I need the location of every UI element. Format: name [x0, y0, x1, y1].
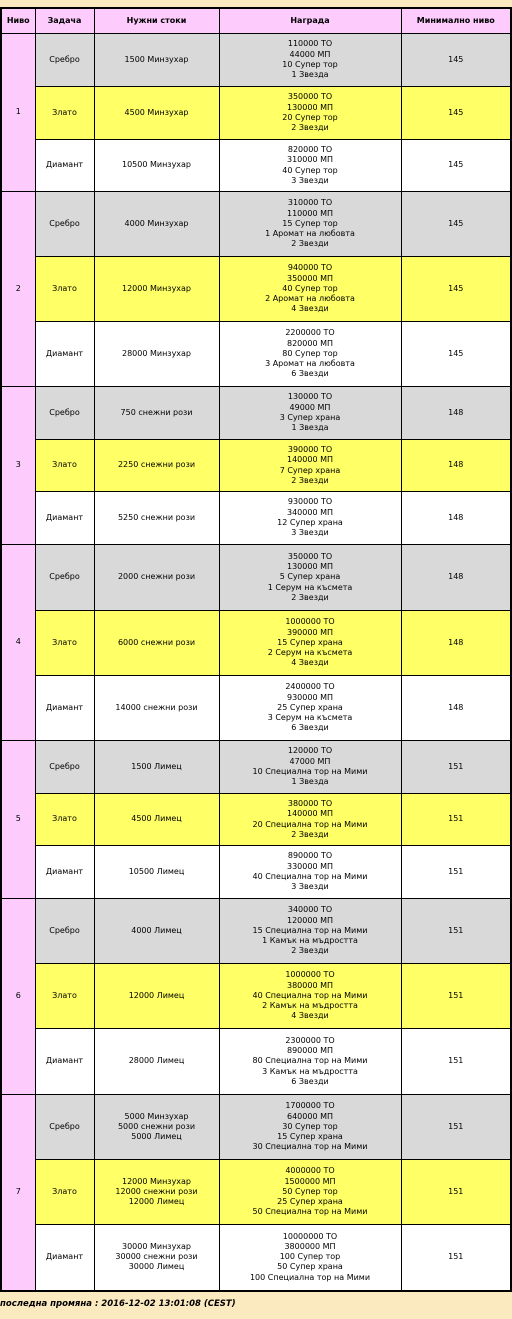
goods-cell-line: 28000 Минзухар	[121, 348, 192, 358]
reward-cell-line: 2 Аромат на любовта	[265, 294, 355, 304]
task-cell: Сребро	[35, 899, 94, 964]
task-cell: Сребро	[35, 192, 94, 257]
task-cell: Злато	[35, 964, 94, 1029]
goods-cell	[94, 741, 219, 794]
task-cell: Диамант	[35, 1029, 94, 1095]
table-row	[1, 1160, 511, 1225]
goods-cell-line: 2250 снежни рози	[117, 460, 196, 470]
goods-cell	[94, 794, 219, 846]
table-row	[1, 611, 511, 676]
table-row	[1, 741, 511, 794]
reward-cell-line: 110000 МП	[287, 208, 333, 218]
reward-cell-line: 640000 МП	[287, 1111, 333, 1121]
goods-cell-line: 12000 Минзухар	[121, 283, 192, 293]
goods-cell	[94, 1160, 219, 1225]
reward-cell	[219, 440, 401, 492]
reward-cell-line: 30 Супер тор	[282, 1121, 338, 1131]
reward-cell-line: 100 Специална тор на Мими	[249, 1272, 371, 1282]
reward-cell-line: 2 Звезди	[291, 239, 329, 249]
table-row	[1, 1095, 511, 1160]
reward-cell-line: 310000 ТО	[287, 198, 333, 208]
reward-cell-line: 2300000 ТО	[285, 1035, 335, 1045]
reward-cell-line: 2 Камък на мъдростта	[262, 1001, 358, 1011]
reward-cell-line: 3 Звезди	[291, 175, 329, 185]
reward-cell-line: 12 Супер храна	[277, 518, 343, 527]
reward-cell	[219, 545, 401, 611]
min-level-cell: 148	[401, 545, 511, 611]
goods-cell-line: 30000 снежни рози	[115, 1252, 198, 1262]
reward-cell-line: 3 Звезди	[291, 882, 329, 892]
goods-cell	[94, 964, 219, 1029]
reward-cell-line: 3 Камък на мъдростта	[262, 1066, 358, 1076]
reward-cell-line: 350000 ТО	[287, 92, 333, 102]
table-row	[1, 899, 511, 964]
goods-cell	[94, 676, 219, 741]
reward-cell	[219, 192, 401, 257]
reward-cell-line: 140000 МП	[287, 455, 333, 465]
reward-cell-line: 6 Звезди	[291, 1076, 329, 1086]
goods-cell	[94, 440, 219, 492]
reward-cell-line: 25 Супер храна	[277, 1197, 343, 1207]
task-cell: Диамант	[35, 492, 94, 545]
task-cell: Сребро	[35, 1095, 94, 1160]
goods-cell	[94, 257, 219, 322]
reward-cell-line: 930000 ТО	[287, 497, 333, 507]
reward-cell-line: 390000 МП	[287, 627, 333, 637]
reward-cell-line: 2 Звезди	[291, 475, 329, 485]
reward-cell-line: 1000000 ТО	[285, 617, 335, 627]
min-level-cell: 151	[401, 846, 511, 899]
reward-cell-line: 3 Серум на късмета	[267, 713, 353, 723]
reward-cell	[219, 1095, 401, 1160]
reward-cell-line: 130000 МП	[287, 102, 333, 112]
goods-cell-line: 5000 Лимец	[131, 1132, 182, 1142]
reward-cell	[219, 846, 401, 899]
reward-cell	[219, 34, 401, 87]
reward-cell-line: 50 Специална тор на Мими	[252, 1207, 368, 1217]
reward-cell-line: 1 Звезда	[291, 777, 329, 787]
reward-cell-line: 2 Звезди	[291, 592, 329, 602]
task-cell: Злато	[35, 611, 94, 676]
reward-cell-line: 40 Специална тор на Мими	[252, 990, 368, 1000]
reward-cell-line: 40 Супер тор	[282, 165, 338, 175]
reward-cell-line: 3800000 МП	[284, 1241, 336, 1251]
reward-cell	[219, 794, 401, 846]
min-level-cell: 151	[401, 1160, 511, 1225]
reward-cell-line: 340000 МП	[287, 507, 333, 517]
min-level-cell: 151	[401, 1029, 511, 1095]
task-cell: Диамант	[35, 1225, 94, 1291]
goods-cell-line: 12000 Лимец	[128, 990, 185, 1000]
goods-cell-line: 10500 Лимец	[128, 866, 185, 876]
reward-cell-line: 4000000 ТО	[285, 1166, 335, 1176]
reward-cell-line: 940000 ТО	[287, 263, 333, 273]
reward-cell-line: 5 Супер храна	[279, 572, 341, 582]
goods-cell	[94, 1029, 219, 1095]
reward-cell-line: 40 Специална тор на Мими	[252, 872, 368, 881]
reward-cell-line: 4 Звезди	[291, 304, 329, 314]
reward-cell	[219, 257, 401, 322]
min-level-cell: 148	[401, 492, 511, 545]
reward-cell-line: 25 Супер храна	[277, 702, 343, 712]
reward-cell-line: 820000 МП	[287, 338, 333, 348]
reward-cell-line: 330000 МП	[287, 861, 333, 871]
min-level-cell: 148	[401, 440, 511, 492]
goods-cell	[94, 322, 219, 387]
reward-cell-line: 130000 МП	[287, 562, 333, 572]
reward-cell-line: 2 Звезди	[291, 829, 329, 839]
goods-cell-line: 12000 Минзухар	[121, 1176, 192, 1186]
level-cell: 7	[1, 1095, 35, 1291]
task-cell: Диамант	[35, 140, 94, 192]
reward-cell	[219, 676, 401, 741]
reward-cell-line: 30 Специална тор на Мими	[252, 1142, 368, 1152]
reward-cell-line: 20 Специална тор на Мими	[252, 819, 368, 829]
reward-cell-line: 15 Супер тор	[282, 218, 338, 228]
reward-cell	[219, 611, 401, 676]
header-level: Ниво	[1, 8, 35, 34]
min-level-cell: 145	[401, 322, 511, 387]
reward-cell-line: 4 Звезди	[291, 1011, 329, 1021]
min-level-cell: 151	[401, 794, 511, 846]
min-level-cell: 145	[401, 257, 511, 322]
table-row	[1, 794, 511, 846]
level-cell: 1	[1, 34, 35, 192]
last-modified: последна промяна : 2016-12-02 13:01:08 (CEST)	[0, 1299, 236, 1309]
reward-cell-line: 6 Звезди	[291, 369, 329, 379]
goods-cell-line: 30000 Минзухар	[121, 1241, 192, 1251]
reward-cell-line: 140000 МП	[287, 809, 333, 819]
reward-cell	[219, 899, 401, 964]
min-level-cell: 148	[401, 611, 511, 676]
goods-cell	[94, 387, 219, 440]
goods-cell-line: 12000 снежни рози	[115, 1186, 198, 1196]
reward-cell-line: 49000 МП	[289, 402, 331, 412]
goods-cell-line: 5250 снежни рози	[117, 512, 196, 522]
table-body	[1, 34, 511, 1291]
task-cell: Сребро	[35, 741, 94, 794]
reward-cell-line: 15 Специална тор на Мими	[252, 925, 368, 935]
goods-cell-line: 28000 Лимец	[128, 1056, 185, 1066]
min-level-cell: 148	[401, 387, 511, 440]
min-level-cell: 145	[401, 140, 511, 192]
goods-cell-line: 1500 Лимец	[131, 761, 182, 771]
reward-cell-line: 2400000 ТО	[285, 682, 335, 692]
reward-cell-line: 1 Серум на късмета	[267, 582, 353, 592]
reward-cell-line: 1 Звезда	[291, 423, 329, 433]
goods-cell-line: 30000 Лимец	[128, 1262, 185, 1272]
reward-cell-line: 15 Супер храна	[277, 1132, 343, 1142]
goods-cell	[94, 140, 219, 192]
goods-cell	[94, 34, 219, 87]
min-level-cell: 151	[401, 1225, 511, 1291]
reward-cell-line: 1 Аромат на любовта	[265, 229, 355, 239]
reward-cell-line: 820000 ТО	[287, 144, 333, 154]
task-cell: Сребро	[35, 34, 94, 87]
reward-cell-line: 7 Супер храна	[279, 465, 341, 475]
reward-cell-line: 350000 МП	[287, 273, 333, 283]
goods-cell	[94, 899, 219, 964]
goods-cell-line: 6000 снежни рози	[117, 637, 196, 647]
reward-cell	[219, 322, 401, 387]
reward-cell-line: 890000 ТО	[287, 851, 333, 861]
goods-cell-line: 5000 Минзухар	[124, 1111, 189, 1121]
task-cell: Злато	[35, 257, 94, 322]
reward-cell-line: 2 Серум на късмета	[267, 648, 353, 658]
reward-cell-line: 10 Специална тор на Мими	[252, 767, 368, 776]
table-row	[1, 676, 511, 741]
reward-cell-line: 1 Звезда	[291, 70, 329, 80]
goods-cell-line: 14000 снежни рози	[115, 702, 198, 712]
quest-table	[0, 7, 512, 1292]
task-cell: Злато	[35, 440, 94, 492]
min-level-cell: 145	[401, 87, 511, 140]
reward-cell	[219, 1225, 401, 1291]
reward-cell	[219, 387, 401, 440]
reward-cell-line: 110000 ТО	[287, 39, 333, 49]
reward-cell-line: 10000000 ТО	[282, 1231, 338, 1241]
reward-cell-line: 6 Звезди	[291, 723, 329, 733]
reward-cell-line: 130000 ТО	[287, 392, 333, 402]
reward-cell-line: 20 Супер тор	[282, 113, 338, 122]
table-row	[1, 545, 511, 611]
level-cell: 2	[1, 192, 35, 387]
level-cell: 6	[1, 899, 35, 1095]
table-row	[1, 964, 511, 1029]
table-row	[1, 492, 511, 545]
header-reward: Награда	[219, 8, 401, 34]
goods-cell	[94, 611, 219, 676]
task-cell: Диамант	[35, 676, 94, 741]
reward-cell-line: 390000 ТО	[287, 444, 333, 454]
task-cell: Сребро	[35, 545, 94, 611]
min-level-cell: 151	[401, 964, 511, 1029]
reward-cell	[219, 140, 401, 192]
table-row	[1, 846, 511, 899]
reward-cell	[219, 1160, 401, 1225]
min-level-cell: 151	[401, 899, 511, 964]
goods-cell-line: 4000 Минзухар	[124, 218, 189, 228]
goods-cell-line: 12000 Лимец	[128, 1197, 185, 1207]
table-row	[1, 1225, 511, 1291]
min-level-cell: 148	[401, 676, 511, 741]
header-row	[1, 8, 511, 34]
reward-cell	[219, 1029, 401, 1095]
reward-cell	[219, 964, 401, 1029]
task-cell: Диамант	[35, 322, 94, 387]
reward-cell-line: 100 Супер тор	[279, 1252, 341, 1262]
goods-cell	[94, 545, 219, 611]
reward-cell-line: 15 Супер храна	[277, 637, 343, 647]
task-cell: Злато	[35, 1160, 94, 1225]
reward-cell-line: 80 Супер тор	[282, 348, 338, 358]
reward-cell-line: 310000 МП	[287, 155, 333, 165]
level-cell: 5	[1, 741, 35, 899]
reward-cell-line: 3 Аромат на любовта	[265, 359, 355, 369]
task-cell: Диамант	[35, 846, 94, 899]
task-cell: Злато	[35, 87, 94, 140]
task-cell: Злато	[35, 794, 94, 846]
reward-cell-line: 930000 МП	[287, 692, 333, 702]
goods-cell	[94, 1225, 219, 1291]
reward-cell-line: 350000 ТО	[287, 551, 333, 561]
reward-cell	[219, 741, 401, 794]
reward-cell-line: 1000000 ТО	[285, 970, 335, 980]
goods-cell-line: 2000 снежни рози	[117, 572, 196, 582]
goods-cell	[94, 87, 219, 140]
reward-cell-line: 3 Супер храна	[279, 413, 341, 422]
reward-cell-line: 10 Супер тор	[282, 60, 338, 69]
goods-cell-line: 4000 Лимец	[131, 925, 182, 935]
reward-cell-line: 1700000 ТО	[285, 1101, 335, 1111]
reward-cell-line: 50 Супер тор	[282, 1186, 338, 1196]
reward-cell-line: 80 Специална тор на Мими	[252, 1056, 368, 1066]
reward-cell-line: 47000 МП	[289, 756, 331, 766]
min-level-cell: 151	[401, 1095, 511, 1160]
reward-cell-line: 2200000 ТО	[285, 328, 335, 338]
task-cell: Сребро	[35, 387, 94, 440]
level-cell: 4	[1, 545, 35, 741]
reward-cell-line: 120000 МП	[287, 915, 333, 925]
reward-cell-line: 380000 ТО	[287, 798, 333, 808]
table-row	[1, 87, 511, 140]
table-row	[1, 192, 511, 257]
reward-cell-line: 50 Супер храна	[277, 1262, 343, 1272]
table-row	[1, 34, 511, 87]
goods-cell	[94, 192, 219, 257]
goods-cell-line: 1500 Минзухар	[124, 54, 189, 64]
table-row	[1, 257, 511, 322]
goods-cell	[94, 1095, 219, 1160]
reward-cell-line: 120000 ТО	[287, 746, 333, 756]
goods-cell	[94, 492, 219, 545]
table-row	[1, 322, 511, 387]
reward-cell-line: 2 Звезди	[291, 946, 329, 956]
goods-cell-line: 10500 Минзухар	[121, 160, 192, 170]
reward-cell-line: 44000 МП	[289, 49, 331, 59]
goods-cell-line: 4500 Лимец	[131, 814, 182, 824]
min-level-cell: 145	[401, 34, 511, 87]
reward-cell-line: 340000 ТО	[287, 905, 333, 915]
table-row	[1, 440, 511, 492]
reward-cell	[219, 492, 401, 545]
reward-cell-line: 890000 МП	[287, 1046, 333, 1056]
reward-cell-line: 2 Звезди	[291, 123, 329, 133]
table-row	[1, 1029, 511, 1095]
reward-cell-line: 380000 МП	[287, 980, 333, 990]
header-task: Задача	[35, 8, 94, 34]
goods-cell-line: 750 снежни рози	[120, 407, 193, 417]
reward-cell-line: 4 Звезди	[291, 658, 329, 668]
goods-cell-line: 4500 Минзухар	[124, 107, 189, 117]
table-row	[1, 140, 511, 192]
min-level-cell: 151	[401, 741, 511, 794]
header-goods: Нужни стоки	[94, 8, 219, 34]
reward-cell-line: 1 Камък на мъдростта	[262, 936, 358, 946]
goods-cell	[94, 846, 219, 899]
header-min-level: Минимално ниво	[401, 8, 511, 34]
level-cell: 3	[1, 387, 35, 545]
goods-cell-line: 5000 снежни рози	[117, 1121, 196, 1131]
reward-cell-line: 1500000 МП	[284, 1176, 336, 1186]
min-level-cell: 145	[401, 192, 511, 257]
reward-cell-line: 3 Звезди	[291, 528, 329, 538]
reward-cell-line: 40 Супер тор	[282, 283, 338, 293]
reward-cell	[219, 87, 401, 140]
table-row	[1, 387, 511, 440]
